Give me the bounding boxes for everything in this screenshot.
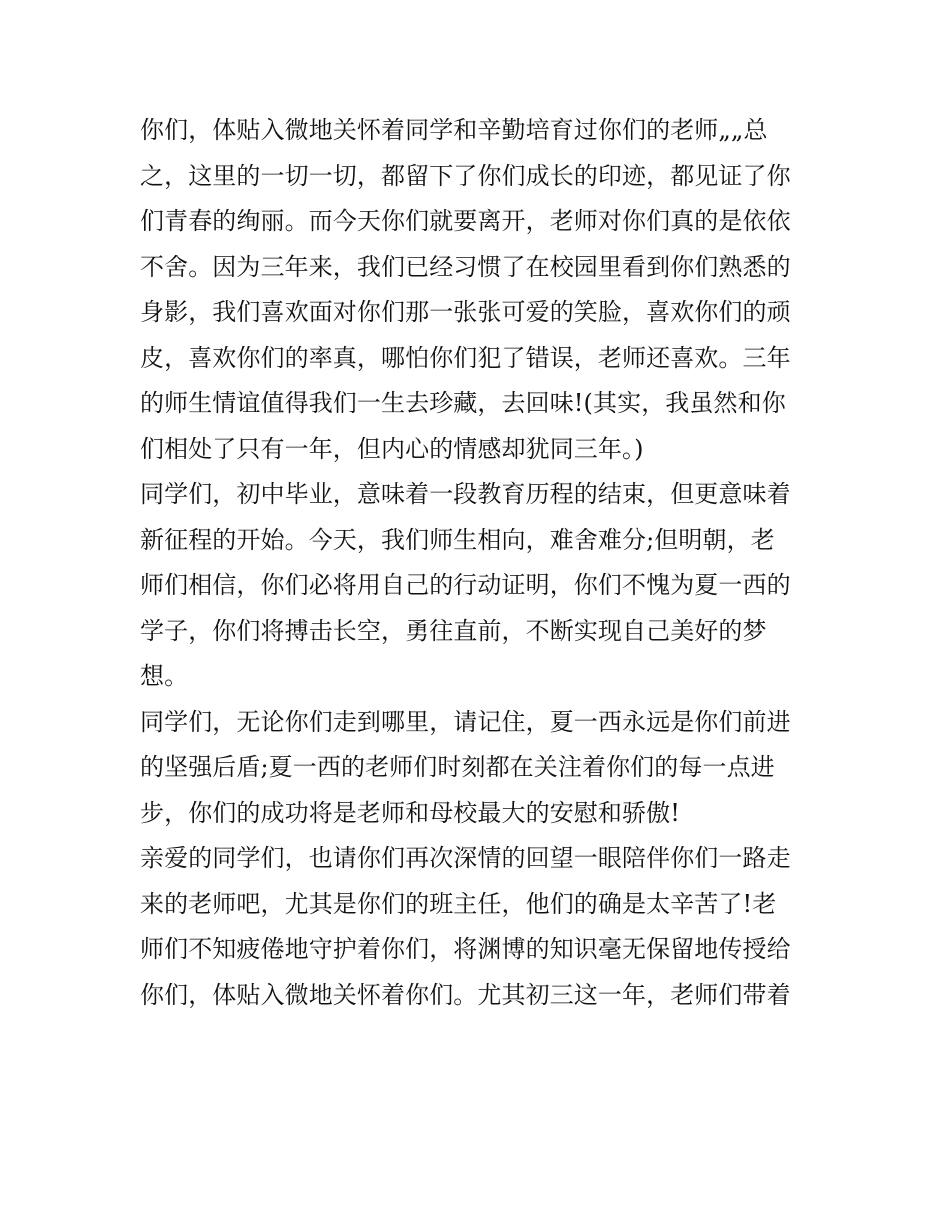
text-line: 师们相信，你们必将用自己的行动证明，你们不愧为夏一西的 bbox=[140, 571, 791, 599]
text-line: 的师生情谊值得我们一生去珍藏，去回味!(其实，我虽然和你 bbox=[140, 389, 786, 417]
text-line: 同学们，初中毕业，意味着一段教育历程的结束，但更意味着 bbox=[140, 480, 791, 508]
text-line: 们青春的绚丽。而今天你们就要离开，老师对你们真的是依依 bbox=[140, 207, 791, 235]
text-line: 你们，体贴入微地关怀着你们。尤其初三这一年，老师们带着 bbox=[140, 980, 791, 1009]
text-line: 步，你们的成功将是老师和母校最大的安慰和骄傲! bbox=[140, 798, 680, 827]
document-body bbox=[140, 108, 814, 1018]
text-line: 新征程的开始。今天，我们师生相向，难舍难分;但明朝，老 bbox=[140, 525, 775, 554]
text-line: 学子，你们将搏击长空，勇往直前，不断实现自己美好的梦 bbox=[140, 616, 767, 645]
text-line: 亲爱的同学们，也请你们再次深情的回望一眼陪伴你们一路走 bbox=[140, 844, 791, 872]
text-line: 皮，喜欢你们的率真，哪怕你们犯了错误，老师还喜欢。三年 bbox=[140, 343, 791, 372]
text-line: 的坚强后盾;夏一西的老师们时刻都在关注着你们的每一点进 bbox=[140, 753, 775, 781]
text-line: 你们，体贴入微地关怀着同学和辛勤培育过你们的老师„„总 bbox=[140, 116, 768, 144]
text-line: 来的老师吧，尤其是你们的班主任，他们的确是太辛苦了!老 bbox=[140, 889, 777, 918]
text-line: 想。 bbox=[140, 662, 189, 690]
text-line: 身影，我们喜欢面对你们那一张张可爱的笑脸，喜欢你们的顽 bbox=[140, 298, 791, 326]
text-line: 之，这里的一切一切，都留下了你们成长的印迹，都见证了你 bbox=[140, 161, 791, 190]
text-line: 不舍。因为三年来，我们已经习惯了在校园里看到你们熟悉的 bbox=[140, 252, 791, 281]
text-line: 们相处了只有一年，但内心的情感却犹同三年。) bbox=[140, 434, 644, 463]
text-line: 师们不知疲倦地守护着你们，将渊博的知识毫无保留地传授给 bbox=[140, 935, 791, 963]
text-line: 同学们，无论你们走到哪里，请记住，夏一西永远是你们前进 bbox=[140, 707, 791, 736]
